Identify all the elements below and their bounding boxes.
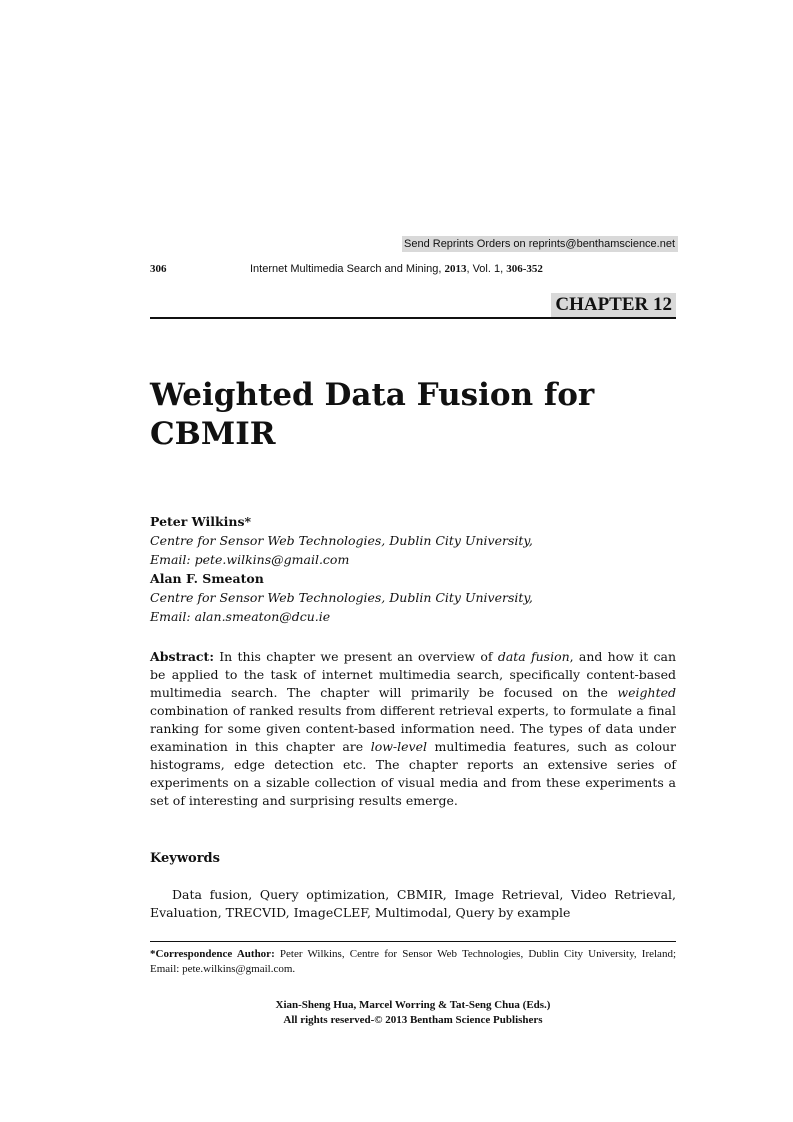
author-block [150,512,676,626]
journal-citation [250,263,543,275]
author-affiliation: Centre for Sensor Web Technologies, Dublin City University, [150,533,533,548]
journal-name: Internet Multimedia Search and Mining, [250,263,442,275]
abstract-emphasis: data fusion [497,649,570,664]
page-number: 306 [150,263,167,275]
keywords-text: Data fusion, Query optimization, CBMIR, Image Retrieval, Video Retrieval, Evaluation, TRECVID, ImageCLEF, Multimodal, Query by example [150,887,676,920]
abstract-text: In this chapter we present an overview of [219,649,498,664]
correspondence-footnote [150,947,676,977]
abstract-text: combination of ranked results from different retrieval experts, to formulate a final ranking for some given content-based information need. The types of data under examination in this chapter are [150,703,676,754]
keywords-heading: Keywords [150,851,220,866]
chapter-label: CHAPTER 12 [551,293,676,317]
editors-line: Xian-Sheng Hua, Marcel Worring & Tat-Seng Chua (Eds.) [275,999,551,1011]
author-email: Email: alan.smeaton@dcu.ie [150,609,331,624]
journal-pages: 306-352 [506,263,543,275]
author-affiliation: Centre for Sensor Web Technologies, Dublin City University, [150,590,533,605]
abstract-emphasis: low-level [370,739,428,754]
author-name: Alan F. Smeaton [150,571,264,586]
publisher-credits [150,998,676,1028]
abstract-emphasis: weighted [617,685,676,700]
author-email: Email: pete.wilkins@gmail.com [150,552,350,567]
footnote-rule [150,941,676,942]
rights-line: All rights reserved-© 2013 Bentham Science Publishers [283,1014,543,1026]
reprints-notice: Send Reprints Orders on reprints@benthamscience.net [402,236,678,252]
footnote-label: *Correspondence Author: [150,948,275,960]
journal-volume: , Vol. 1, [466,263,504,275]
header-rule [150,317,676,319]
abstract-label: Abstract: [150,649,214,664]
paper-title: Weighted Data Fusion for CBMIR [150,377,595,452]
abstract [150,648,676,810]
footnote-text: Peter Wilkins, Centre for Sensor Web Technologies, Dublin City University, Ireland; Email: pete.wilkins@gmail.com. [150,948,676,975]
journal-year: 2013 [444,263,467,275]
abstract-text: , and how it can be applied to the task of internet multimedia search, specifically content-based multimedia search. The chapter will primarily be focused on the [150,649,676,700]
author-name: Peter Wilkins* [150,514,252,529]
abstract-text: multimedia features, such as colour histograms, edge detection etc. The chapter reports an extensive series of experiments on a sizable collection of visual media and from these experiments a set of interesting and surprising results emerge. [150,739,676,808]
